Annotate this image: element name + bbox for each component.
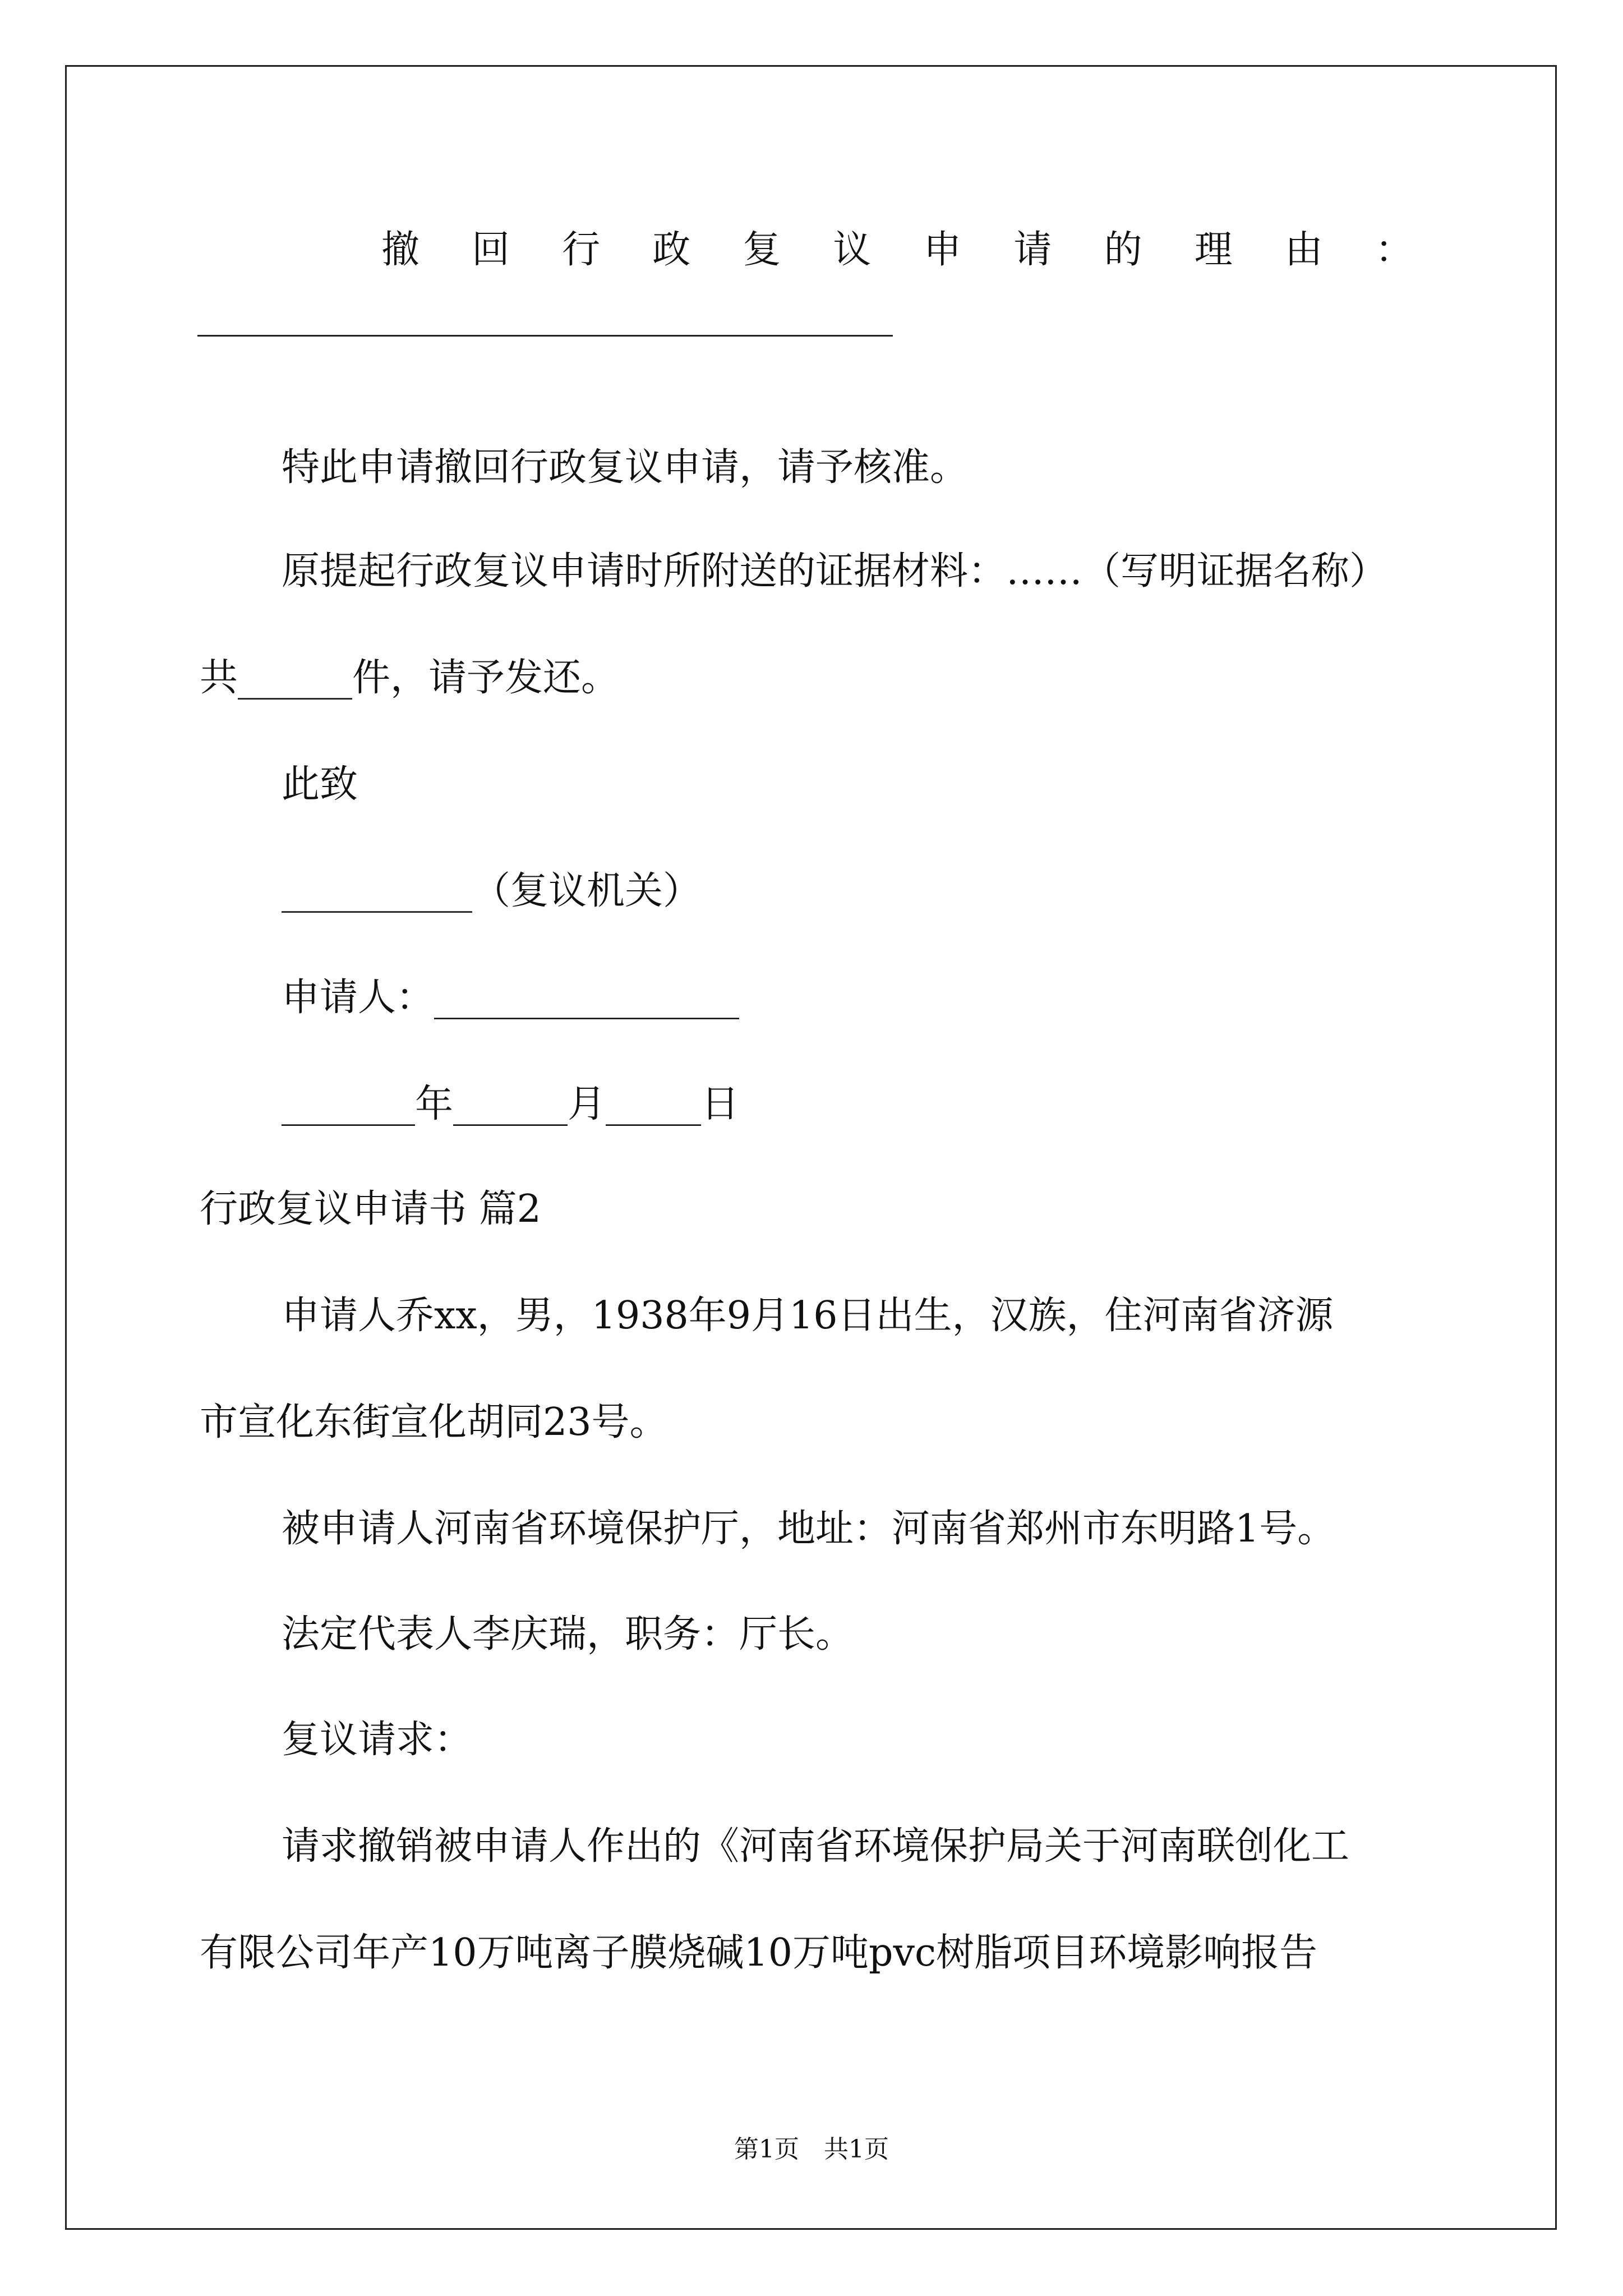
withdraw-reason-char: 复 (743, 228, 781, 272)
request-heading: 复议请求： (282, 1718, 473, 1762)
legal-representative: 法定代表人李庆瑞，职务：厅长。 (282, 1612, 854, 1657)
evidence-line-1: 原提起行政复议申请时所附送的证据材料：……（写明证据名称） (282, 549, 1388, 593)
withdraw-reason-char: 的 (1104, 228, 1142, 272)
applicant-info-line-1: 申请人乔xx，男，1938年9月16日出生，汉族，住河南省济源 (282, 1294, 1334, 1338)
withdraw-reason-char: 请 (1013, 228, 1052, 272)
withdraw-reason-char: 由 (1284, 228, 1323, 272)
page-border (65, 65, 1557, 2230)
withdraw-reason-line (381, 228, 1413, 272)
request-approval: 特此申请撤回行政复议申请，请予核准。 (282, 445, 969, 490)
review-authority-line: __________（复议机关） (282, 869, 702, 913)
withdraw-reason-char: ： (1375, 228, 1413, 272)
withdraw-reason-char: 政 (652, 228, 691, 272)
withdraw-reason-char: 回 (472, 228, 510, 272)
withdraw-reason-char: 撤 (381, 228, 420, 272)
applicant-info-line-2: 市宣化东街宣化胡同23号。 (200, 1400, 668, 1444)
withdraw-reason-char: 议 (833, 228, 872, 272)
withdraw-reason-char: 行 (562, 228, 601, 272)
withdraw-reason-char: 理 (1194, 228, 1233, 272)
salutation: 此致 (282, 762, 358, 807)
page-footer: 第1页 共1页 (734, 2135, 889, 2164)
request-line-2: 有限公司年产10万吨离子膜烧碱10万吨pvc树脂项目环境影响报告 (200, 1931, 1318, 1975)
section-title: 行政复议申请书 篇2 (200, 1187, 541, 1231)
date-line: _______年______月_____日 (282, 1082, 740, 1126)
withdraw-reason-char: 申 (923, 228, 962, 272)
respondent-info: 被申请人河南省环境保护厅，地址：河南省郑州市东明路1号。 (282, 1507, 1336, 1551)
evidence-line-2: 共______件，请予发还。 (200, 656, 620, 700)
reason-blank-underline (197, 335, 893, 337)
applicant-signature-line: 申请人：________________ (282, 976, 740, 1020)
request-line-1: 请求撤销被申请人作出的《河南省环境保护局关于河南联创化工 (282, 1824, 1350, 1869)
